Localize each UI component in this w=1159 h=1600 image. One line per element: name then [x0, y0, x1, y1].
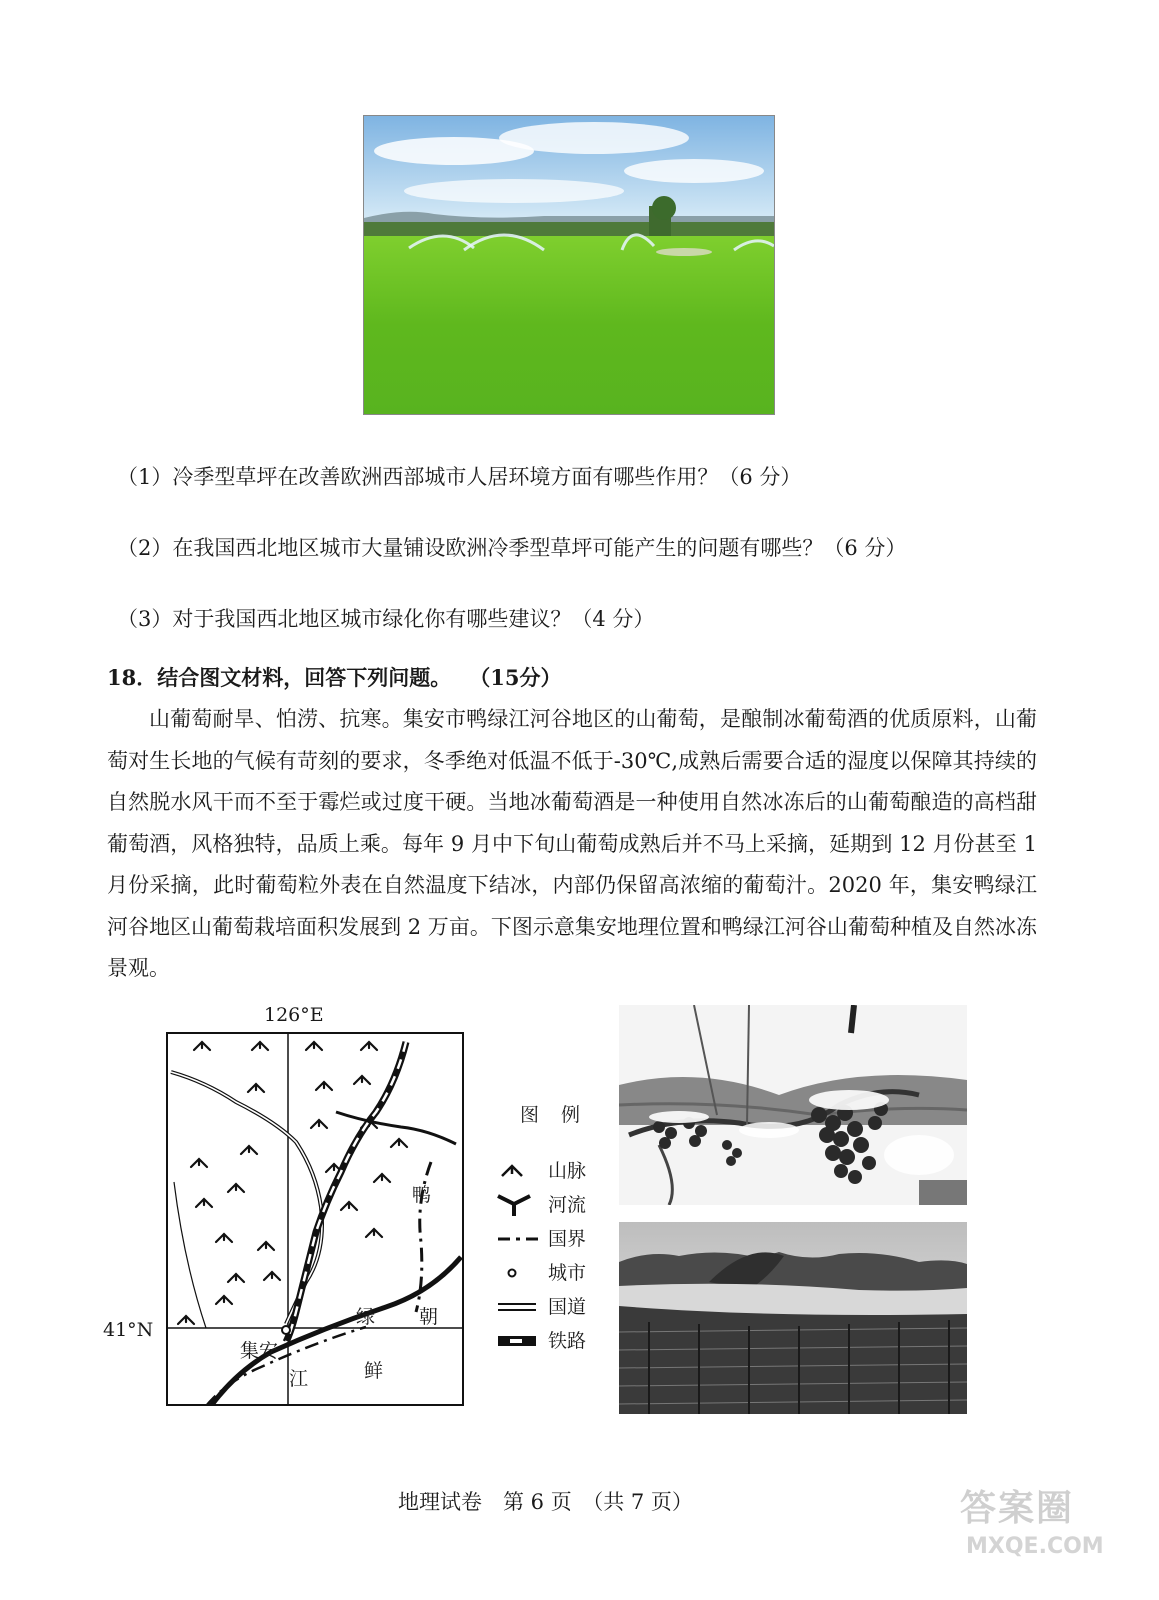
map-label-xian: 鲜 — [364, 1360, 384, 1382]
legend-item-highway: 国道 — [496, 1292, 606, 1322]
border-icon — [496, 1228, 538, 1250]
question-18-score: （15分） — [469, 665, 562, 690]
question-18-title: 18．结合图文材料，回答下列问题。 — [107, 665, 452, 690]
valley-vineyard-photo — [619, 1222, 967, 1414]
watermark-logo — [960, 1480, 1130, 1570]
map-label-chao: 朝 — [419, 1306, 439, 1328]
railway-icon — [496, 1330, 538, 1352]
river-icon — [496, 1194, 538, 1216]
watermark-top: 答案圈 — [960, 1488, 1075, 1529]
highway-icon — [496, 1296, 538, 1318]
watermark-bottom: MXQE.COM — [966, 1534, 1104, 1559]
location-map — [166, 1032, 464, 1406]
question-18-heading — [107, 663, 561, 693]
lawn-photo — [363, 115, 775, 415]
page-footer: 地理试卷 第 6 页 （共 7 页） — [398, 1490, 693, 1514]
material-text: 山葡萄耐旱、怕涝、抗寒。集安市鸭绿江河谷地区的山葡萄，是酿制冰葡萄酒的优质原料，山葡萄对生长地的气候有苛刻的要求，冬季绝对低温不低于-30℃,成熟后需要合适的湿度以保障其持续的自然脱水风干而不至于霉烂或过度干硬。当地冰葡萄酒是一种使用自然冰冻后的山葡萄酿造的高档甜葡萄酒，风格独特，品质上乘。每年 9 月中下旬山葡萄成熟后并不马上采摘，延期到 12 月份甚至 1 月份采摘，此时葡萄粒外表在自然温度下结冰，内部仍保留高浓缩的葡萄汁。2020 年，集安鸭绿江河谷地区山葡萄栽培面积发展到 2 万亩。下图示意集安地理位置和鸭绿江河谷山葡萄种植及自然冰冻景观。 — [107, 707, 1037, 980]
question-3: （3）对于我国西北地区城市绿化你有哪些建议？（4 分） — [117, 607, 655, 631]
city-icon — [496, 1262, 538, 1284]
map-label-ya: 鸭 — [412, 1184, 432, 1206]
map-label-jian: 集安 — [240, 1340, 279, 1362]
map-label-lv: 绿 — [356, 1306, 376, 1328]
longitude-label: 126°E — [264, 1004, 324, 1026]
question-1: （1）冷季型草坪在改善欧洲西部城市人居环境方面有哪些作用？（6 分） — [117, 465, 802, 489]
legend-item-border: 国界 — [496, 1224, 606, 1254]
map-legend — [496, 1100, 606, 1350]
legend-item-city: 城市 — [496, 1258, 606, 1288]
map-label-jiang: 江 — [289, 1368, 309, 1390]
legend-item-river: 河流 — [496, 1190, 606, 1220]
latitude-label: 41°N — [103, 1319, 154, 1341]
legend-item-railway: 铁路 — [496, 1326, 606, 1356]
mountain-icon — [496, 1160, 538, 1182]
frozen-grapes-photo — [619, 1005, 967, 1205]
legend-title: 图 例 — [520, 1104, 589, 1126]
question-18-material — [107, 699, 1037, 990]
question-2: （2）在我国西北地区城市大量铺设欧洲冷季型草坪可能产生的问题有哪些？（6 分） — [117, 536, 907, 560]
legend-item-mountain: 山脉 — [496, 1156, 606, 1186]
